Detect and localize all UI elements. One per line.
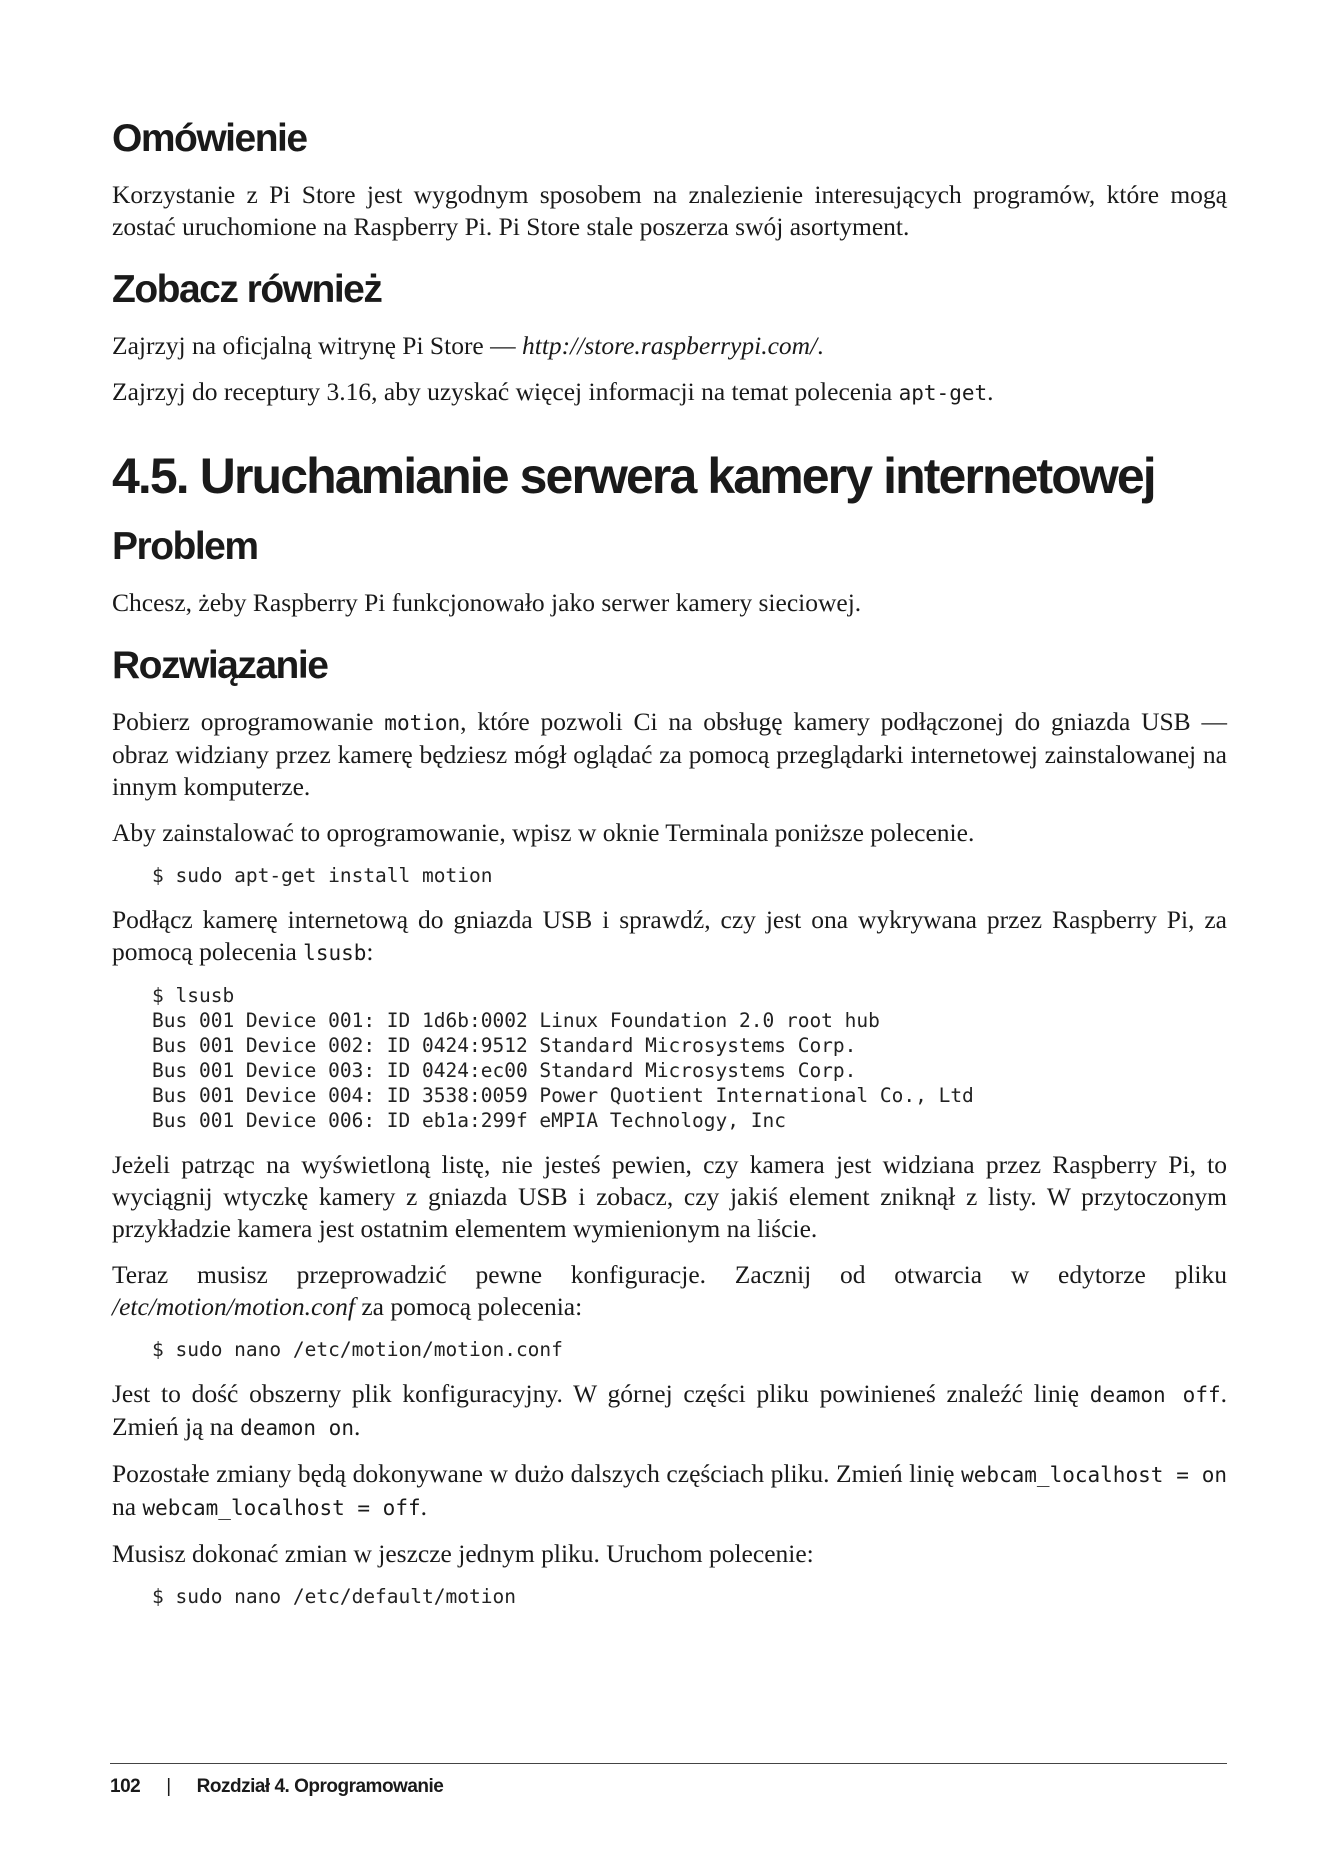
paragraph-rozwiazanie-1 bbox=[112, 706, 1227, 803]
code-block-nano-motion-conf: $ sudo nano /etc/motion/motion.conf bbox=[152, 1337, 563, 1361]
text-fragment: . bbox=[817, 330, 824, 360]
paragraph-rozwiazanie-2: Aby zainstalować to oprogramowanie, wpisz w oknie Terminala poniższe polecenie. bbox=[112, 817, 975, 847]
text-fragment: : bbox=[366, 936, 374, 966]
inline-code: deamon on bbox=[240, 1415, 354, 1440]
paragraph-omowienie: Korzystanie z Pi Store jest wygodnym sposobem na znalezienie interesujących programów, które mogą zostać uruchomione na Raspberry Pi. Pi Store stale poszerza swój asortyment. bbox=[112, 179, 1227, 241]
code-block-nano-default-motion: $ sudo nano /etc/default/motion bbox=[152, 1584, 516, 1608]
chapter-heading: 4.5. Uruchamianie serwera kamery internetowej bbox=[112, 447, 1155, 504]
text-fragment: . Zmień ją na bbox=[112, 1378, 1227, 1441]
text-fragment: . bbox=[420, 1491, 427, 1521]
footer-separator: | bbox=[166, 1776, 171, 1797]
paragraph-rozwiazanie-4: Jeżeli patrząc na wyświetloną listę, nie jesteś pewien, czy kamera jest widziana przez Raspberry Pi, to wyciągnij wtyczkę kamery z gniazda USB i zobacz, czy jakiś element zniknął z listy. W przytoczonym przykładzie kamera jest ostatnim elementem wymienionym na liście. bbox=[112, 1149, 1227, 1243]
footer-chapter-title: Rozdział 4. Oprogramowanie bbox=[196, 1776, 444, 1797]
paragraph-rozwiazanie-5 bbox=[112, 1259, 1227, 1323]
paragraph-zobacz-1 bbox=[112, 330, 1227, 362]
code-block-install: $ sudo apt-get install motion bbox=[152, 863, 493, 887]
text-fragment: Podłącz kamerę internetową do gniazda USB i sprawdź, czy jest ona wykrywana przez Raspberry Pi, za pomocą polecenia bbox=[112, 904, 1227, 966]
page-footer bbox=[110, 1763, 1227, 1798]
section-heading-problem: Problem bbox=[112, 524, 258, 568]
file-path: /etc/motion/motion.conf bbox=[112, 1291, 355, 1321]
code-block-lsusb: $ lsusb Bus 001 Device 001: ID 1d6b:0002 Linux Foundation 2.0 root hub Bus 001 Device 002: ID 0424:9512 Standard Microsystems Corp. Bus 001 Device 003: ID 0424:ec00 Standard Microsystems Corp. Bus 001 Device 004: ID 3538:0059 Power Quotient International Co., Ltd Bus 001 Device 006: ID eb1a:299f eMPIA Technology, Inc bbox=[152, 983, 974, 1132]
paragraph-zobacz-2 bbox=[112, 376, 1227, 409]
pi-store-link[interactable]: http://store.raspberrypi.com/ bbox=[522, 330, 818, 360]
section-heading-rozwiazanie: Rozwiązanie bbox=[112, 643, 328, 687]
paragraph-rozwiazanie-3 bbox=[112, 904, 1227, 969]
text-fragment: . bbox=[353, 1411, 361, 1441]
inline-code: apt-get bbox=[898, 380, 988, 405]
section-heading-zobacz: Zobacz również bbox=[112, 267, 382, 311]
text-fragment: za pomocą polecenia: bbox=[354, 1291, 583, 1321]
text-fragment: Pobierz oprogramowanie bbox=[112, 706, 385, 736]
page-number: 102 bbox=[110, 1776, 141, 1797]
inline-code: motion bbox=[384, 710, 461, 735]
text-fragment: na bbox=[112, 1491, 143, 1521]
paragraph-rozwiazanie-8: Musisz dokonać zmian w jeszcze jednym pliku. Uruchom polecenie: bbox=[112, 1538, 814, 1568]
inline-code: webcam_localhost = on bbox=[961, 1462, 1227, 1487]
text-fragment: . bbox=[987, 376, 994, 406]
inline-code: webcam_localhost = off bbox=[142, 1495, 421, 1520]
text-fragment: Zajrzyj na oficjalną witrynę Pi Store — bbox=[112, 330, 523, 360]
text-fragment: Zajrzyj do receptury 3.16, aby uzyskać więcej informacji na temat polecenia bbox=[112, 376, 899, 406]
inline-code: lsusb bbox=[303, 940, 367, 965]
text-fragment: Pozostałe zmiany będą dokonywane w dużo dalszych częściach pliku. Zmień linię bbox=[112, 1458, 962, 1488]
paragraph-rozwiazanie-7 bbox=[112, 1458, 1227, 1524]
text-fragment: Teraz musisz przeprowadzić pewne konfiguracje. Zacznij od otwarcia w edytorze pliku bbox=[112, 1259, 1227, 1289]
inline-code: deamon off bbox=[1089, 1382, 1221, 1407]
text-fragment: , które pozwoli Ci na obsługę kamery podłączonej do gniazda USB — obraz widziany przez kamerę będziesz mógł oglądać za pomocą przeglądarki internetowej zainstalowanej na innym komputerze. bbox=[112, 706, 1227, 801]
section-heading-omowienie: Omówienie bbox=[112, 117, 307, 160]
text-fragment: Jest to dość obszerny plik konfiguracyjny. W górnej części pliku powinieneś znaleźć linię bbox=[112, 1378, 1090, 1408]
paragraph-rozwiazanie-6 bbox=[112, 1378, 1227, 1444]
paragraph-problem: Chcesz, żeby Raspberry Pi funkcjonowało jako serwer kamery sieciowej. bbox=[112, 587, 862, 617]
